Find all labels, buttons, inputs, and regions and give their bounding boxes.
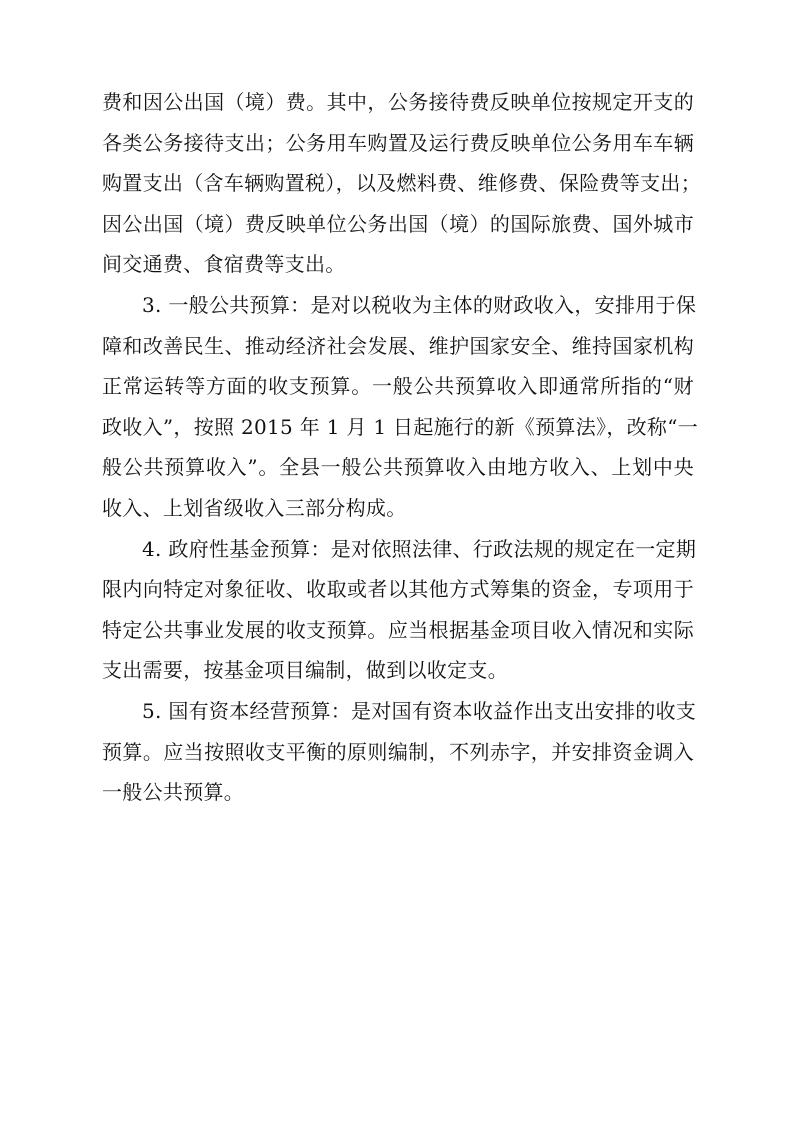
paragraph-line: 3. 一般公共预算：是对以税收为主体的财政收入，安排用于保 — [142, 292, 697, 317]
paragraph-government-fund-budget — [102, 529, 697, 691]
paragraph-state-capital-budget — [102, 691, 697, 813]
document-body — [102, 82, 701, 813]
paragraph-line: 因公出国（境）费反映单位公务出国（境）的国际旅费、国外城市 — [102, 211, 694, 236]
paragraph-line: 特定公共事业发展的收支预算。应当根据基金项目收入情况和实际 — [102, 617, 694, 642]
paragraph-line: 购置支出（含车辆购置税），以及燃料费、维修费、保险费等支出； — [102, 171, 701, 196]
paragraph-line: 间交通费、食宿费等支出。 — [102, 252, 346, 277]
paragraph-line: 各类公务接待支出；公务用车购置及运行费反映单位公务用车车辆 — [102, 130, 694, 155]
paragraph-line: 预算。应当按照收支平衡的原则编制，不列赤字，并安排资金调入 — [102, 739, 694, 764]
paragraph-line: 政收入”，按照 2015 年 1 月 1 日起施行的新《预算法》，改称“一 — [102, 414, 699, 439]
paragraph-line: 正常运转等方面的收支预算。一般公共预算收入即通常所指的“财 — [102, 374, 694, 399]
paragraph-line: 障和改善民生、推动经济社会发展、维护国家安全、维持国家机构 — [102, 333, 694, 358]
paragraph-line: 一般公共预算。 — [102, 780, 245, 805]
paragraph-public-expense-continued — [102, 82, 701, 285]
paragraph-general-public-budget — [102, 285, 699, 529]
paragraph-line: 般公共预算收入”。全县一般公共预算收入由地方收入、上划中央 — [102, 455, 694, 480]
paragraph-line: 收入、上划省级收入三部分构成。 — [102, 495, 407, 520]
paragraph-line: 4. 政府性基金预算：是对依照法律、行政法规的规定在一定期 — [142, 536, 697, 561]
paragraph-line: 费和因公出国（境）费。其中，公务接待费反映单位按规定开支的 — [102, 90, 694, 114]
paragraph-line: 限内向特定对象征收、收取或者以其他方式筹集的资金，专项用于 — [102, 577, 694, 602]
paragraph-line: 支出需要，按基金项目编制，做到以收定支。 — [102, 658, 508, 683]
paragraph-line: 5. 国有资本经营预算：是对国有资本收益作出支出安排的收支 — [142, 698, 697, 723]
